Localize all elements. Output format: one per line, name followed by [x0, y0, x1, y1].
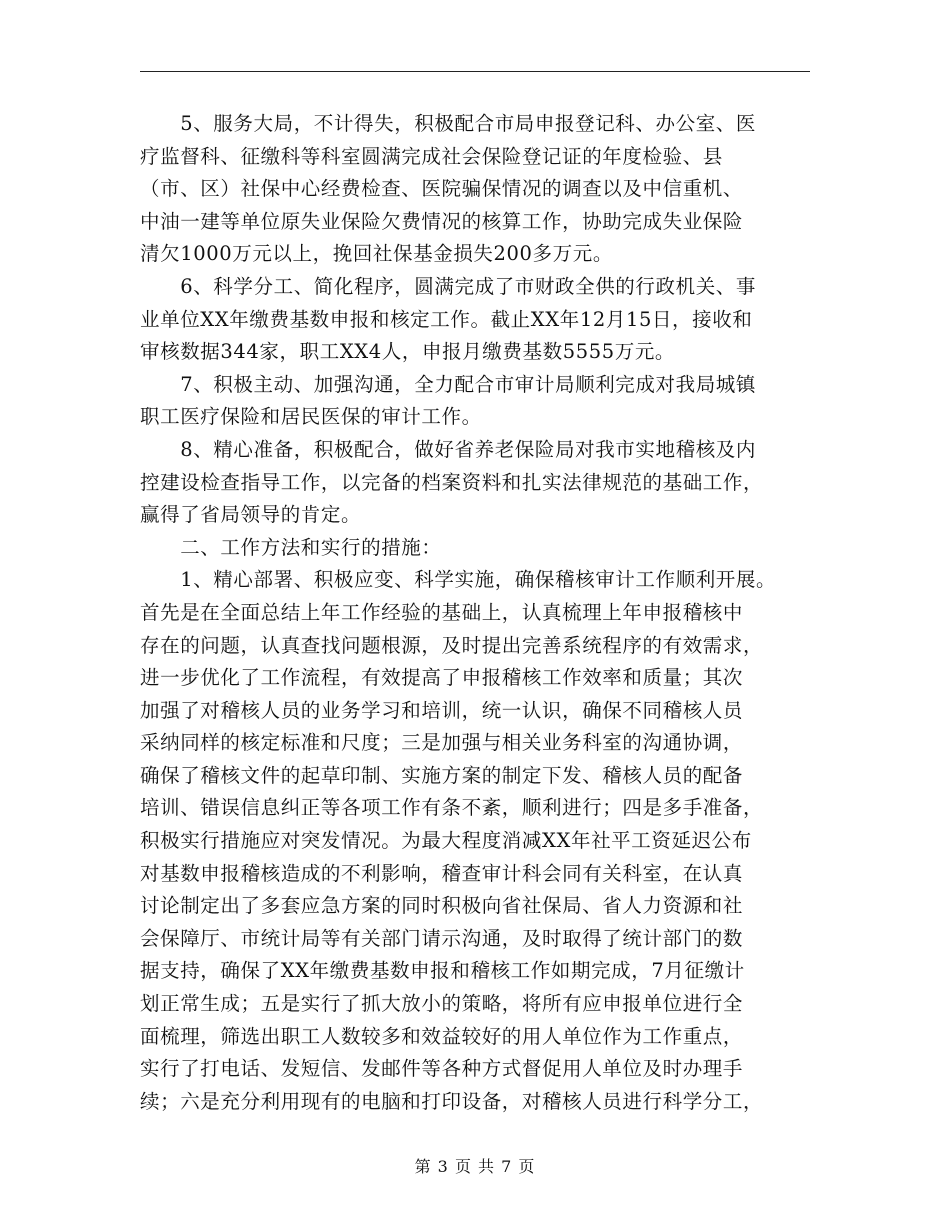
section-heading: 二、工作方法和实行的措施：	[140, 535, 442, 559]
text-line: 7、积极主动、加强沟通，全力配合市审计局顺利完成对我局城镇	[140, 372, 757, 396]
text-line: 采纳同样的核定标准和尺度；三是加强与相关业务科室的沟通协调，	[140, 731, 744, 755]
text-line: 讨论制定出了多套应急方案的同时积极向省社保局、省人力资源和社	[140, 894, 744, 918]
text-line: 续；六是充分利用现有的电脑和打印设备，对稽核人员进行科学分工，	[140, 1089, 764, 1113]
text-line: 据支持，确保了XX年缴费基数申报和稽核工作如期完成，7月征缴计	[140, 959, 745, 983]
text-line: 存在的问题，认真查找问题根源，及时提出完善系统程序的有效需求，	[140, 633, 764, 657]
header-rule	[140, 71, 810, 72]
text-line: 1、精心部署、积极应变、科学实施，确保稽核审计工作顺利开展。	[140, 568, 777, 592]
text-line: 划正常生成；五是实行了抓大放小的策略，将所有应申报单位进行全	[140, 992, 744, 1016]
text-line: 进一步优化了工作流程，有效提高了申报稽核工作效率和质量；其次	[140, 666, 744, 690]
text-line: 确保了稽核文件的起草印制、实施方案的制定下发、稽核人员的配备	[140, 763, 744, 787]
text-line: 赢得了省局领导的肯定。	[140, 503, 362, 527]
text-line: 面梳理，筛选出职工人数较多和效益较好的用人单位作为工作重点，	[140, 1024, 744, 1048]
text-line: 会保障厅、市统计局等有关部门请示沟通，及时取得了统计部门的数	[140, 926, 744, 950]
text-line: 培训、错误信息纠正等各项工作有条不紊，顺利进行；四是多手准备，	[140, 796, 764, 820]
text-line: 清欠1000万元以上，挽回社保基金损失200多万元。	[140, 242, 613, 266]
text-line: 中油一建等单位原失业保险欠费情况的核算工作，协助完成失业保险	[140, 209, 744, 233]
text-line: 控建设检查指导工作，以完备的档案资料和扎实法律规范的基础工作，	[140, 470, 764, 494]
text-line: （市、区）社保中心经费检查、医院骗保情况的调查以及中信重机、	[140, 177, 744, 201]
text-line: 实行了打电话、发短信、发邮件等各种方式督促用人单位及时办理手	[140, 1057, 744, 1081]
text-line: 对基数申报稽核造成的不利影响，稽查审计科会同有关科室，在认真	[140, 861, 744, 885]
page-number-footer: 第 3 页 共 7 页	[414, 1157, 536, 1176]
text-line: 审核数据344家，职工XX4人，申报月缴费基数5555万元。	[140, 340, 676, 364]
text-line: 8、精心准备，积极配合，做好省养老保险局对我市实地稽核及内	[140, 437, 757, 461]
text-line: 5、服务大局，不计得失，积极配合市局申报登记科、办公室、医	[140, 112, 757, 135]
text-line: 疗监督科、征缴科等科室圆满完成社会保险登记证的年度检验、县	[140, 144, 723, 168]
text-line: 积极实行措施应对突发情况。为最大程度消减XX年社平工资延迟公布	[140, 829, 752, 853]
text-line: 业单位XX年缴费基数申报和核定工作。截止XX年12月15日，接收和	[140, 307, 753, 331]
text-line: 加强了对稽核人员的业务学习和培训，统一认识，确保不同稽核人员	[140, 698, 744, 722]
text-line: 首先是在全面总结上年工作经验的基础上，认真梳理上年申报稽核中	[140, 600, 744, 624]
document-body	[140, 108, 830, 1118]
text-line: 6、科学分工、简化程序，圆满完成了市财政全供的行政机关、事	[140, 274, 757, 298]
text-line: 职工医疗保险和居民医保的审计工作。	[140, 405, 482, 429]
